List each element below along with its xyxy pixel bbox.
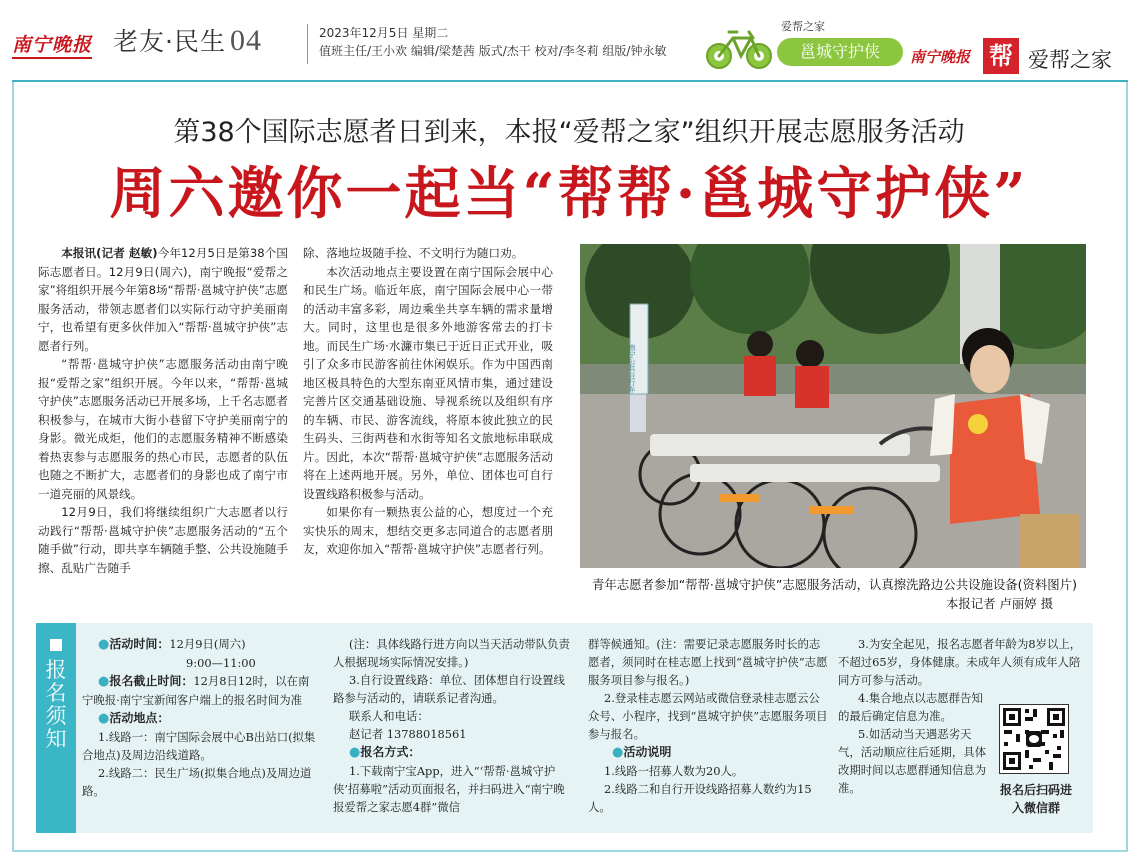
section-name	[113, 22, 262, 58]
notice-item: 2.登录桂志愿云网站或微信登录桂志愿云公众号、小程序，找到“邕城守护侠”志愿服务项目参与报名。	[588, 691, 828, 741]
bullet-icon: ●	[612, 745, 624, 760]
notice-item: 1.下载南宁宝App，进入“‘帮帮·邕城守护侠’招募啦”活动页面报名，并扫码进入“南宁晚报爱帮之家志愿4群”微信	[333, 764, 565, 814]
bike-badge	[703, 16, 903, 76]
issue-info	[319, 24, 666, 60]
notice-item: 2.线路二：民生广场(拟集合地点)及周边道路。	[82, 766, 312, 798]
divider	[307, 24, 308, 64]
bicycle-icon	[703, 24, 775, 70]
photo-credit: 本报记者 卢丽婷 摄	[946, 596, 1054, 611]
notice-heading: 活动说明	[623, 745, 672, 759]
notice-item: 3.为安全起见，报名志愿者年龄为8岁以上，不超过65岁，身体健康。未成年人须有成年人陪同方可参与活动。	[838, 637, 1082, 687]
byline: 本报讯(记者 赵敏)	[61, 246, 158, 260]
qr-caption: 报名后扫码进入微信群	[999, 783, 1072, 815]
notice-column-3	[588, 635, 831, 816]
article-paragraph: 12月9日，我们将继续组织广大志愿者以行动践行“帮帮·邕城守护侠”志愿服务活动的“五个随手做”行动，即共享车辆随手整、公共设施随手擦、乱贴广告随手	[38, 505, 288, 575]
article-paragraph: “帮帮·邕城守护侠”志愿服务活动由南宁晚报“爱帮之家”组织开展。今年以来，“帮帮·邕城守护侠”志愿服务活动已开展多场，上千名志愿者积极参与，在城市大街小巷留下守护美丽南宁的身影。微光成炬，他们的志愿服务精神不断感染着热衷参与志愿服务的热心市民，志愿者的队伍也随之不断扩大，志愿者们的身影也成了南宁市一道亮丽的风景线。	[38, 357, 288, 501]
date-line: 2023年12月5日 星期二	[319, 26, 449, 40]
qr-code-graphic	[1000, 705, 1068, 773]
badge-subtitle: 爱帮之家	[781, 20, 825, 33]
notice-column-1	[82, 635, 320, 800]
notice-value: 12月8日12时，以在南宁晚报·南宁宝新闻客户端上的报名时间为准	[82, 674, 310, 707]
kicker-headline: 第38个国际志愿者日到来，本报“爱帮之家”组织开展志愿服务活动	[173, 117, 965, 148]
article-column-1	[38, 244, 288, 577]
bullet-icon: ●	[98, 711, 110, 726]
notice-tab-label: 报名须知	[45, 658, 67, 751]
article-paragraph: 除、落地垃圾随手捡、不文明行为随口劝。	[303, 246, 524, 260]
notice-item: 4.集合地点以志愿群告知的最后确定信息为准。	[838, 691, 983, 723]
help-home-label: 爱帮之家	[1028, 48, 1112, 72]
qr-code-icon[interactable]	[999, 704, 1069, 774]
notice-item: 群等候通知。(注：需要记录志愿服务时长的志愿者，须同时在桂志愿上找到“邕城守护侠”志愿服务项目参与报名。)	[588, 637, 828, 687]
badge-title: 邕城守护侠	[777, 38, 903, 66]
notice-item: 1.线路一招募人数为20人。	[604, 764, 744, 778]
notice-column-2	[333, 635, 576, 816]
article-column-2	[303, 244, 553, 559]
notice-heading: 活动地点：	[109, 711, 170, 725]
photo-illustration	[580, 244, 1086, 568]
main-headline: 周六邀你一起当“帮帮·邕城守护侠”	[109, 161, 1029, 227]
notice-item: 1.线路一：南宁国际会展中心B出站口(拟集合地点)及周边沿线道路。	[82, 730, 316, 762]
photo-sign-text: 南宁公共自行车	[628, 344, 636, 393]
article-paragraph: 如果你有一颗热衷公益的心，想度过一个充实快乐的周末，想结交更多志同道合的志愿者朋友，欢迎你加入“帮帮·邕城守护侠”志愿者行列。	[303, 505, 553, 556]
notice-tab	[36, 623, 76, 833]
notice-item: 2.线路二和自行开设线路招募人数约为15人。	[588, 782, 812, 814]
article-paragraph: 本报讯(记者 赵敏)今年12月5日是第38个国际志愿者日。12月9日(周六)，南宁晚报“爱帮之家”将组织开展今年第8场“帮帮·邕城守护侠”志愿服务活动，带领志愿者们以实际行动守护美丽南宁，也希望有更多伙伴加入“帮帮·邕城守护侠”志愿者行列。	[38, 246, 288, 353]
notice-heading: 报名方式：	[360, 745, 421, 759]
notice-item: (注：具体线路行进方向以当天活动带队负责人根据现场实际情况安排。)	[333, 637, 570, 669]
bullet-icon: ●	[98, 637, 110, 652]
article-paragraph: 本次活动地点主要设置在南宁国际会展中心和民生广场。临近年底，南宁国际会展中心一带的活动丰富多彩，周边乘坐共享车辆的需求量增大。同时，这里也是很多外地游客常去的打卡地。而民生广场·水濂市集已于近日正式开业，吸引了众多市民游客前往休闲娱乐。作为中国西南地区极具特色的大型东南亚风情市集，通过建设完善片区交通基础设施、导视系统以及组织有序的车辆、市民、游客流线，将原本彼此独立的民生码头、三街两巷和水街等知名文旅地标串联成片。因此，本次“帮帮·邕城守护侠”志愿服务活动将在上述两地开展。另外，单位、团体也可自行设置线路积极参与活动。	[303, 264, 553, 501]
notice-value: 12月9日(周六)	[169, 637, 246, 651]
staff-line: 值班主任/王小欢 编辑/梁楚茜 版式/杰干 校对/李冬莉 组版/钟永敏	[319, 44, 667, 58]
brand-logo-secondary: 南宁晚报	[910, 48, 971, 66]
bullet-icon: ●	[98, 674, 110, 689]
masthead	[0, 0, 1138, 82]
bullet-icon: ●	[349, 745, 361, 760]
page-number: 04	[229, 24, 262, 57]
notice-item: 联系人和电话：	[349, 709, 429, 723]
help-logo-icon: 帮	[983, 38, 1019, 74]
photo-caption: 青年志愿者参加“帮帮·邕城守护侠”志愿服务活动，认真擦洗路边公共设施设备(资料图片)	[592, 577, 1077, 592]
notice-heading: 活动时间：	[109, 637, 170, 651]
notice-item: 赵记者 13788018561	[349, 727, 467, 741]
square-icon	[50, 639, 62, 651]
brand-logo: 南宁晚报	[12, 30, 92, 57]
section-label: 老友·民生	[113, 27, 226, 56]
news-photo	[580, 244, 1086, 568]
notice-heading: 报名截止时间：	[109, 674, 194, 688]
notice-item: 5.如活动当天遇恶劣天气，活动顺应往后延期，具体改期时间以志愿群通知信息为准。	[838, 727, 987, 795]
notice-value: 9:00—11:00	[186, 656, 256, 670]
notice-item: 3.自行设置线路：单位、团体想自行设置线路参与活动的，请联系记者沟通。	[333, 673, 565, 705]
